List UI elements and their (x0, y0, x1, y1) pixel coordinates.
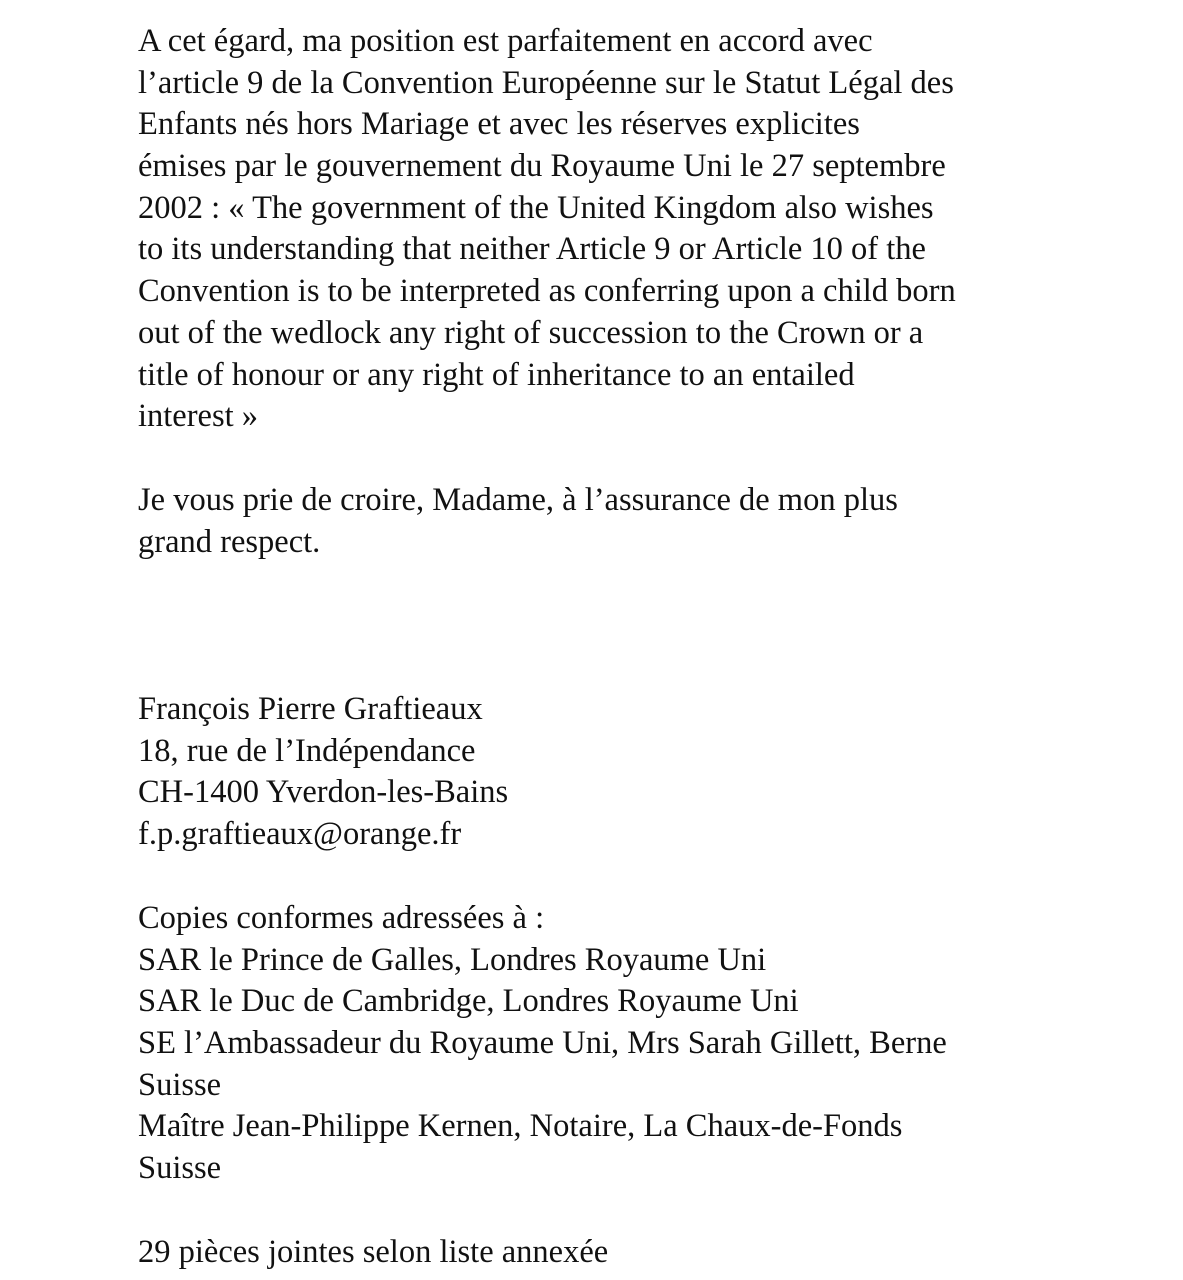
closing-line: grand respect. (138, 523, 321, 560)
signature-city: CH-1400 Yverdon-les-Bains (138, 774, 509, 811)
copies-line: Maître Jean-Philippe Kernen, Notaire, La Chaux-de-Fonds (138, 1108, 903, 1145)
copies-line: Suisse (138, 1150, 222, 1187)
body-line: émises par le gouvernement du Royaume Uni le 27 septembre (138, 148, 946, 185)
copies-line: Suisse (138, 1066, 222, 1103)
body-line: interest » (138, 398, 259, 435)
body-line: title of honour or any right of inheritance to an entailed (138, 356, 855, 393)
body-line: to its understanding that neither Article 9 or Article 10 of the (138, 231, 926, 268)
body-paragraph (138, 21, 1058, 438)
closing-paragraph (138, 480, 1058, 563)
attachments-note (138, 1232, 1058, 1274)
copies-heading: Copies conformes adressées à : (138, 900, 545, 936)
body-line: A cet égard, ma position est parfaitement en accord avec (138, 23, 873, 59)
body-line: l’article 9 de la Convention Européenne sur le Statut Légal des (138, 64, 954, 101)
signature-block (138, 689, 1058, 856)
copies-line: SAR le Duc de Cambridge, Londres Royaume Uni (138, 983, 799, 1020)
closing-line: Je vous prie de croire, Madame, à l’assurance de mon plus (138, 482, 898, 518)
signature-email: f.p.graftieaux@orange.fr (138, 816, 462, 853)
signature-name: François Pierre Graftieaux (138, 691, 483, 727)
body-line: 2002 : « The government of the United Kingdom also wishes (138, 189, 934, 226)
copies-line: SAR le Prince de Galles, Londres Royaume Uni (138, 941, 767, 978)
copies-block (138, 898, 1058, 1190)
copies-line: SE l’Ambassadeur du Royaume Uni, Mrs Sarah Gillett, Berne (138, 1025, 947, 1062)
body-line: Convention is to be interpreted as conferring upon a child born (138, 273, 956, 310)
signature-street: 18, rue de l’Indépendance (138, 732, 476, 769)
attachments-line: 29 pièces jointes selon liste annexée (138, 1234, 609, 1270)
body-line: Enfants nés hors Mariage et avec les réserves explicites (138, 106, 860, 143)
body-line: out of the wedlock any right of succession to the Crown or a (138, 314, 924, 351)
